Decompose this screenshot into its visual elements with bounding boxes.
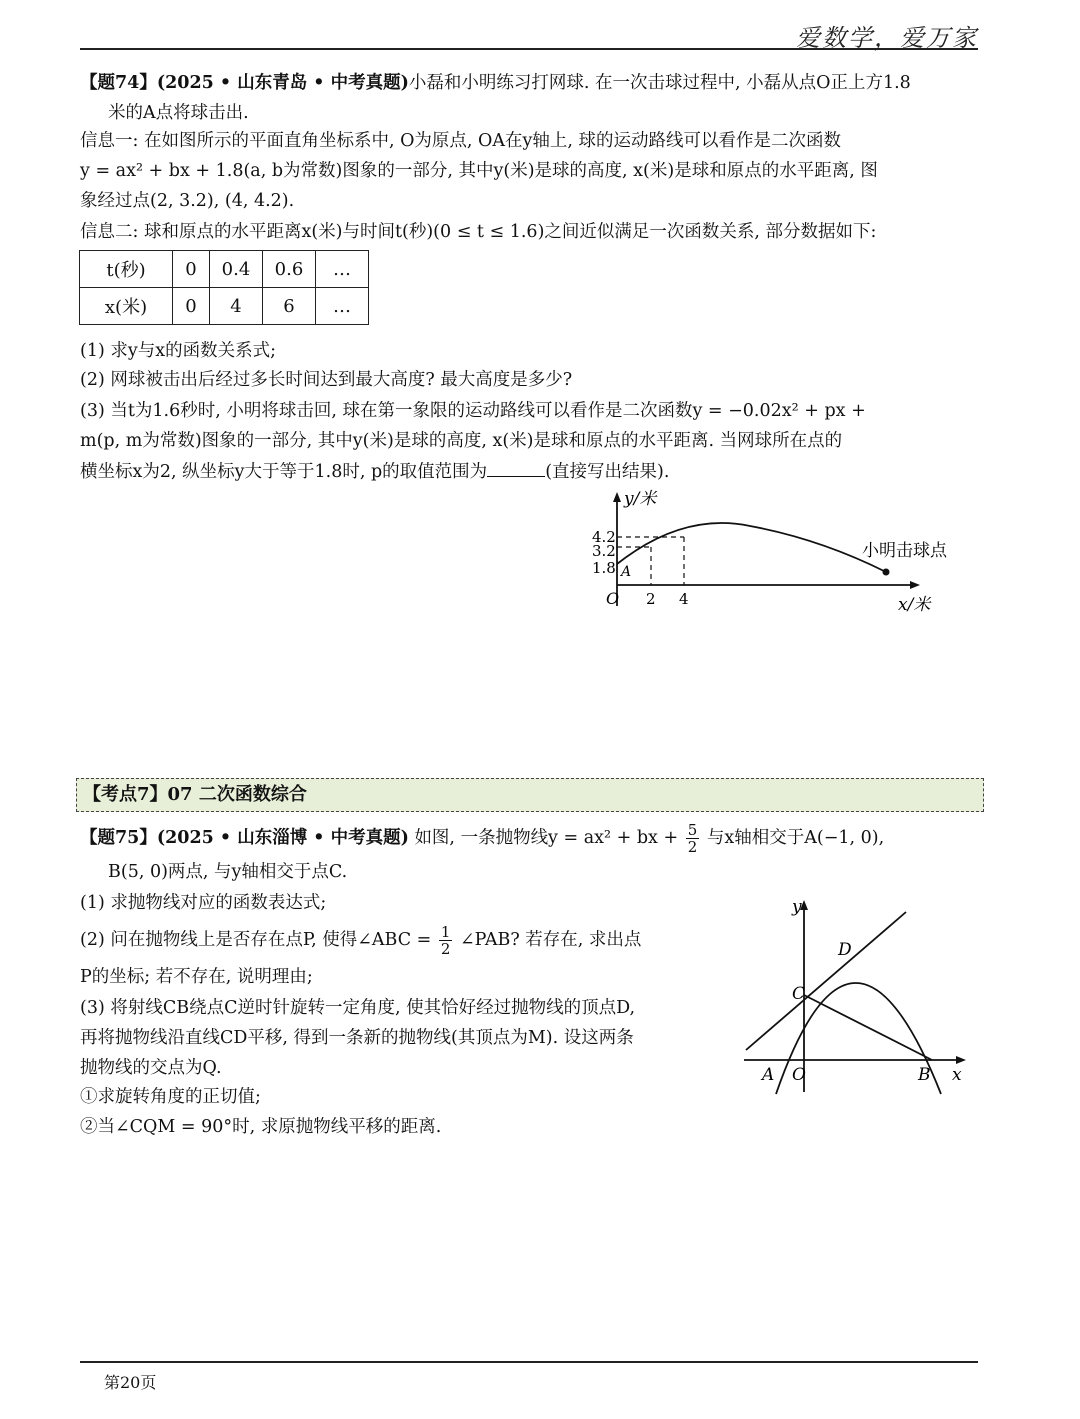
point-b-label: B [918,1065,931,1085]
q75-graph [738,892,978,1097]
table-cell: t(秒) [80,251,173,288]
trajectory-curve [617,523,886,572]
point-a-label: A [621,564,632,580]
x-axis-arrow-icon [956,1056,966,1064]
line-cd [746,912,906,1050]
q75-part2-text-a: (2) 问在抛物线上是否存在点P, 使得∠ABC = [80,930,432,950]
q75-part3-line1: (3) 将射线CB绕点C逆时针旋转一定角度, 使其恰好经过抛物线的顶点D, [80,998,636,1018]
y-axis-label: y [792,897,802,917]
q75-part1: (1) 求抛物线对应的函数表达式; [80,893,327,913]
q75-title: 【题75】(2025 • 山东淄博 • 中考真题) [80,828,409,848]
header-slogan: 爱数学，爱万家 [796,24,978,52]
hit-point-label: 小明击球点 [862,541,947,561]
q74-part3-line1: (3) 当t为1.6秒时, 小明将球击回, 球在第一象限的运动路线可以看作是二次函数y = −0.02x² + px + [80,401,866,421]
q75-part3-line3: 抛物线的交点为Q. [80,1058,222,1078]
q74-part2: (2) 网球被击出后经过多长时间达到最大高度? 最大高度是多少? [80,370,573,390]
table-row [80,288,369,325]
x-axis-label: x/米 [898,595,931,615]
q75-part2-line2: P的坐标; 若不存在, 说明理由; [80,967,313,987]
q74-line2: 米的A点将球击出. [108,103,249,123]
q75-part3-line2: 再将抛物线沿直线CD平移, 得到一条新的抛物线(其顶点为M). 设这两条 [80,1028,634,1048]
table-cell: x(米) [80,288,173,325]
q74-data-table [79,250,369,325]
y-tick-label: 4.2 [592,528,616,546]
q75-subpart2: ②当∠CQM = 90°时, 求原抛物线平移的距离. [80,1117,442,1137]
x-tick-label: 2 [646,590,656,608]
q74-part3-line2: m(p, m为常数)图象的一部分, 其中y(米)是球的高度, x(米)是球和原点的水平距离. 当网球所在点的 [80,431,843,451]
table-cell: 0 [173,251,210,288]
fraction-5-2: $\frac{5}{2}$ [687,821,698,856]
table-cell: 0.4 [210,251,263,288]
y-axis-label: y/米 [624,489,657,509]
x-tick-label: 4 [679,590,689,608]
fraction-1-2: $\frac{1}{2}$ [440,923,451,958]
q74-part1: (1) 求y与x的函数关系式; [80,341,277,361]
page-number: 第20页 [104,1373,157,1392]
hit-point-dot [883,569,890,576]
q75-text1b: 与x轴相交于A(−1, 0), [706,828,885,848]
line-cb [804,995,932,1060]
footer-rule [80,1361,978,1363]
q74-part3-line3 [80,458,669,485]
q75-text1a: 如图, 一条抛物线y = ax² + bx + [414,828,679,848]
table-cell: 6 [263,288,316,325]
table-cell: 0 [173,288,210,325]
q74-info1-line1: 信息一: 在如图所示的平面直角坐标系中, O为原点, OA在y轴上, 球的运动路线可以看作是二次函数 [80,131,842,151]
y-tick-label: 1.8 [592,559,616,577]
q74-line1 [80,70,911,96]
q74-part3-text-a: 横坐标x为2, 纵坐标y大于等于1.8时, p的取值范围为 [80,462,488,482]
x-axis-arrow-icon [910,581,920,589]
x-axis-label: x [952,1065,962,1085]
y-tick-label: 3.2 [592,542,616,560]
q74-part3-text-b: (直接写出结果). [545,462,670,482]
header-rule [80,48,978,50]
q74-text1: 小磊和小明练习打网球. 在一次击球过程中, 小磊从点O正上方1.8 [408,73,911,93]
origin-label: O [792,1065,806,1085]
kaodian-banner: 【考点7】07 二次函数综合 [76,778,984,812]
y-axis-arrow-icon [613,492,621,502]
point-a-label: A [762,1065,775,1085]
q75-line1 [80,818,884,858]
q75-subpart1: ①求旋转角度的正切值; [80,1087,261,1107]
table-cell: 0.6 [263,251,316,288]
q75-part2-line1 [80,920,641,960]
q75-part2-text-b: ∠PAB? 若存在, 求出点 [460,930,642,950]
q74-title: 【题74】(2025 • 山东青岛 • 中考真题) [80,73,409,93]
table-cell: … [316,251,369,288]
point-d-label: D [838,940,852,960]
q74-info1-line2: y = ax² + bx + 1.8(a, b为常数)图象的一部分, 其中y(米)是球的高度, x(米)是球和原点的水平距离, 图 [80,161,878,181]
table-cell: … [316,288,369,325]
q74-graph [580,486,980,626]
origin-label: O [606,589,620,608]
q74-info2: 信息二: 球和原点的水平距离x(米)与时间t(秒)(0 ≤ t ≤ 1.6)之间近似满足一次函数关系, 部分数据如下: [80,222,877,242]
q75-line2: B(5, 0)两点, 与y轴相交于点C. [108,862,348,882]
point-c-label: C [792,984,806,1004]
answer-blank [487,458,545,477]
table-cell: 4 [210,288,263,325]
q74-info1-line3: 象经过点(2, 3.2), (4, 4.2). [80,191,295,211]
table-row [80,251,369,288]
